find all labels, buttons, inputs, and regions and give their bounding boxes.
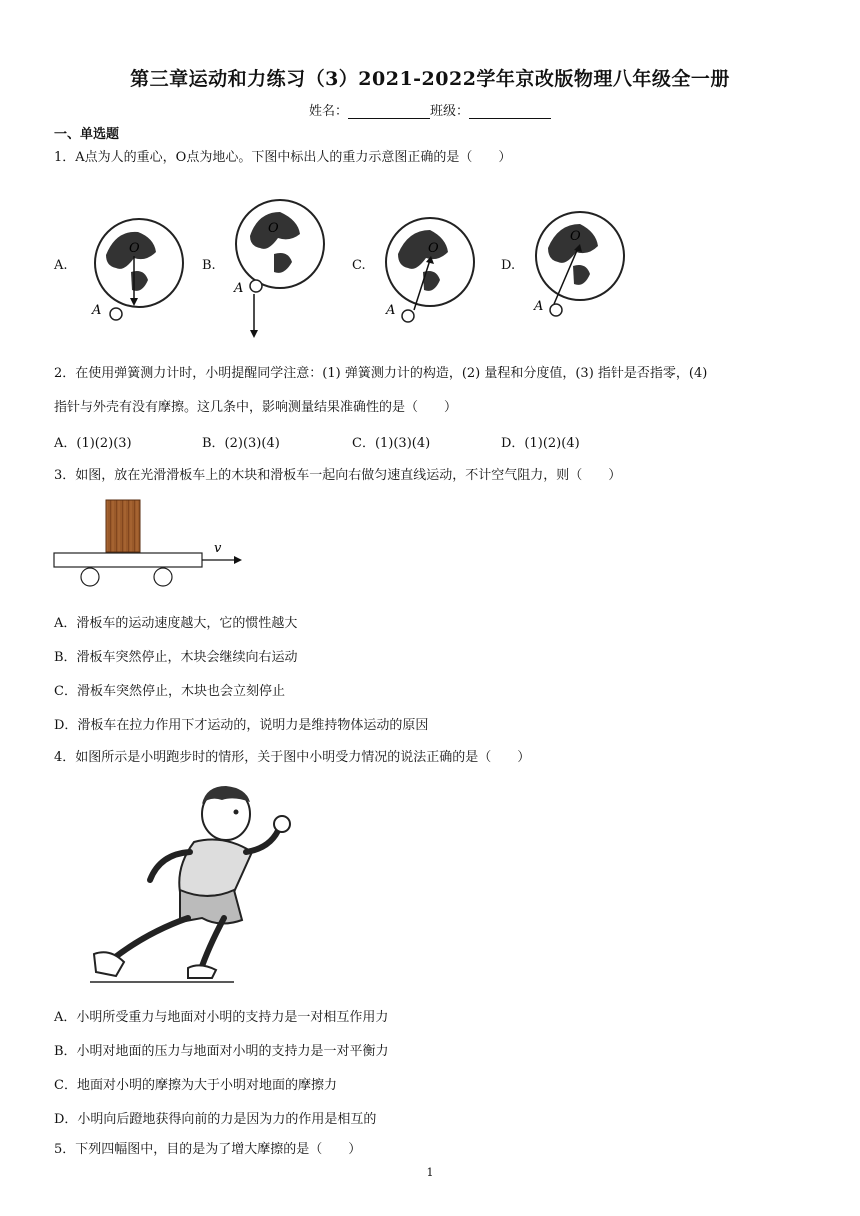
person-figure [402,310,414,322]
velocity-label: v [214,541,222,556]
q1-label-d: D. [501,258,516,273]
q3-option-b[interactable]: B．滑板车突然停止，木块会继续向右运动 [54,650,298,665]
q1-globe-figure-a [76,210,196,330]
q3-stem: 3．如图，放在光滑滑板车上的木块和滑板车一起向右做匀速直线运动，不计空气阻力，则（ ） [54,468,622,483]
q2-option-d[interactable]: D．(1)(2)(4) [501,436,580,451]
boy-eye [234,810,239,815]
page-title: 第三章运动和力练习（3）2021-2022学年京改版物理八年级全一册 [130,68,730,90]
q5-stem: 5．下列四幅图中，目的是为了增大摩擦的是（ ） [54,1142,362,1157]
q4-option-c[interactable]: C．地面对小明的摩擦为大于小明对地面的摩擦力 [54,1078,337,1093]
person-figure [110,308,122,320]
boy-back-leg [114,918,188,958]
boy-fist [274,816,290,832]
boy-shirt [179,840,252,896]
point-a-label: A [234,281,244,296]
page-number: 1 [426,1166,434,1179]
q3-option-c[interactable]: C．滑板车突然停止，木块也会立刻停止 [54,684,285,699]
point-o-label: O [129,241,140,256]
q1-globe-figure-c [368,212,488,332]
q2-option-b[interactable]: B．(2)(3)(4) [202,436,280,451]
name-label: 姓名： [308,104,348,119]
wheel [81,568,99,586]
q1-globe-figure-d [520,206,640,326]
point-a-label: A [534,299,544,314]
class-blank[interactable] [469,106,551,119]
q4-option-a[interactable]: A．小明所受重力与地面对小明的支持力是一对相互作用力 [54,1010,389,1025]
q4-option-b[interactable]: B．小明对地面的压力与地面对小明的支持力是一对平衡力 [54,1044,389,1059]
q2-stem-line2: 指针与外壳有没有摩擦。这几条中，影响测量结果准确性的是（ ） [54,400,458,415]
boy-front-leg [200,918,224,972]
q4-running-boy-figure [84,782,304,996]
q4-stem: 4．如图所示是小明跑步时的情形，关于图中小明受力情况的说法正确的是（ ） [54,750,531,765]
wheel [154,568,172,586]
q3-option-d[interactable]: D．滑板车在拉力作用下才运动的，说明力是维持物体运动的原因 [54,718,429,733]
point-o-label: O [268,221,279,236]
boy-front-shoe [188,965,216,978]
q3-skateboard-figure [50,496,250,592]
point-o-label: O [428,241,439,256]
boy-front-arm [246,826,280,852]
class-label: 班级： [430,104,470,119]
point-a-label: A [92,303,102,318]
q1-label-b: B. [202,258,216,273]
person-figure [250,280,262,292]
point-o-label: O [570,229,581,244]
q4-option-d[interactable]: D．小明向后蹬地获得向前的力是因为力的作用是相互的 [54,1112,377,1127]
q2-stem-line1: 2．在使用弹簧测力计时，小明提醒同学注意：(1) 弹簧测力计的构造，(2) 量程和分度值，(3) 指针是否指零，(4) [54,366,708,381]
name-class-line [0,100,860,119]
name-blank[interactable] [348,106,430,119]
wooden-block [106,500,140,552]
q1-globe-figure-b [222,196,332,346]
q1-label-c: C. [352,258,366,273]
skateboard-deck [54,553,202,567]
q1-stem: 1．A点为人的重心，O点为地心。下图中标出人的重力示意图正确的是（ ） [54,150,512,165]
arrowhead [250,330,258,338]
person-figure [550,304,562,316]
section-heading: 一、单选题 [54,127,120,142]
q1-label-a: A. [54,258,68,273]
q3-option-a[interactable]: A．滑板车的运动速度越大，它的惯性越大 [54,616,298,631]
point-a-label: A [386,303,396,318]
q2-option-c[interactable]: C．(1)(3)(4) [352,436,431,451]
arrowhead [234,556,242,564]
q2-option-a[interactable]: A．(1)(2)(3) [54,436,132,451]
